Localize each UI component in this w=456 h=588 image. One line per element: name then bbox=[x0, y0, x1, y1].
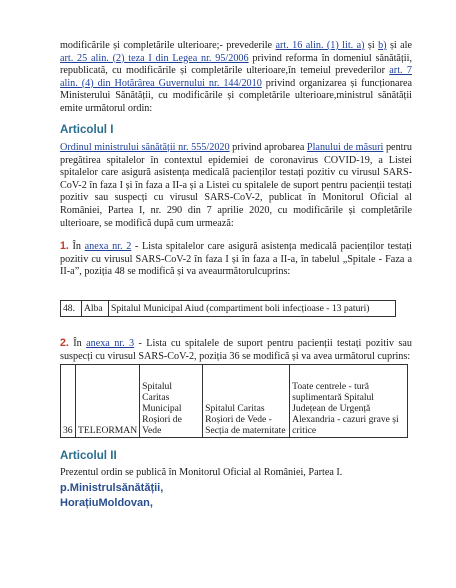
article-1-text-1: privind aprobarea bbox=[229, 142, 307, 153]
table-row bbox=[61, 301, 396, 317]
table-cell-position: 48. bbox=[61, 301, 82, 317]
intro-paragraph bbox=[60, 40, 412, 116]
intro-text-3: și ale bbox=[386, 40, 413, 51]
table-cell-county: TELEORMAN bbox=[76, 365, 140, 438]
point-1-text-1: În bbox=[68, 241, 85, 252]
table-spitale-faza-2 bbox=[60, 300, 396, 317]
table-spitale-suport bbox=[60, 364, 408, 438]
signature-name: HorațiuMoldovan, bbox=[60, 497, 153, 509]
table-row bbox=[61, 365, 408, 438]
link-anexa-2[interactable]: anexa nr. 2 bbox=[84, 241, 132, 252]
article-1-text-2: pentru pregătirea spitalelor în contextul epidemiei de coronavirus COVID-19, a Listei spitalelor care asigură asistența medicală pacienților testați pozitiv cu virusul SARS-CoV-2 în faza I și în faza a II-a și a Listei cu spitalele de suport pentru pacienții testați pozitiv sau suspecți cu virusul SARS-CoV-2, publicat în Monitorul Oficial al României, Partea I, nr. 290 din 7 aprilie 2020, cu modificările și completările ulterioare, se modifică după cum urmează: bbox=[60, 142, 412, 229]
table-cell-hospital: Spitalul Municipal Aiud (compartiment boli infecțioase - 13 paturi) bbox=[109, 301, 396, 317]
table-cell-hospital: Spitalul Caritas Municipal Roșiori de Vede bbox=[140, 365, 203, 438]
point-1-paragraph bbox=[60, 240, 412, 279]
article-1-heading: Articolul I bbox=[60, 123, 114, 136]
intro-text-1: modificările și completările ulterioare;- prevederile bbox=[60, 40, 276, 51]
table-cell-section: Spitalul Caritas Roșiori de Vede - Secția de maternitate bbox=[203, 365, 290, 438]
link-lit-b[interactable]: b) bbox=[378, 40, 387, 51]
link-art-16[interactable]: art. 16 alin. (1) lit. a) bbox=[275, 40, 365, 51]
article-1-paragraph bbox=[60, 142, 412, 230]
intro-text-2: și bbox=[364, 40, 379, 51]
point-1-number: 1. bbox=[60, 240, 69, 252]
point-2-text-2: - Lista cu spitalele de suport pentru pacienții testați pozitiv sau suspecți cu virusul SARS-CoV-2, poziția 36 se modifică și va avea următorul cuprins: bbox=[60, 338, 412, 362]
article-2-paragraph: Prezentul ordin se publică în Monitorul Oficial al României, Partea I. bbox=[60, 467, 343, 478]
table-cell-note: Toate centrele - tură suplimentară Spitalul Județean de Urgență Alexandria - cazuri grave și critice bbox=[290, 365, 408, 438]
point-1-text-2: - Lista spitalelor care asigură asistența medicală pacienților testați pozitiv cu virusul SARS-CoV-2 în faza I și în faza a II-a, în tabelul „Spitale - Faza a II-a”, poziția 48 se modifică și va aveaurmătorulcuprins: bbox=[60, 241, 412, 278]
intro-text-4: privind reforma în domeniul sănătății, republicată, cu modificările și completările ulterioare,în temeiul prevederilor bbox=[60, 52, 412, 77]
signature-title: p.Ministrulsănătății, bbox=[60, 482, 164, 494]
table-cell-position: 36 bbox=[61, 365, 76, 438]
point-2-paragraph bbox=[60, 337, 412, 363]
link-ordin-555[interactable]: Ordinul ministrului sănătății nr. 555/2020 bbox=[60, 142, 230, 153]
point-2-text-1: În bbox=[68, 338, 87, 349]
point-2-number: 2. bbox=[60, 337, 69, 349]
intro-text-5: privind organizarea și funcționarea Ministerului Sănătății, cu modificările și completările ulterioare,ministrul sănătății emite următorul ordin: bbox=[60, 77, 413, 114]
link-art-25[interactable]: art. 25 alin. (2) teza I din Legea nr. 95/2006 bbox=[60, 52, 249, 64]
link-planul-de-masuri[interactable]: Planului de măsuri bbox=[306, 142, 384, 153]
link-anexa-3[interactable]: anexa nr. 3 bbox=[86, 338, 135, 349]
article-2-heading: Articolul II bbox=[60, 449, 117, 462]
link-art-7[interactable]: art. 7 alin. (4) din Hotărârea Guvernului nr. 144/2010 bbox=[60, 65, 412, 89]
table-cell-county: Alba bbox=[82, 301, 109, 317]
